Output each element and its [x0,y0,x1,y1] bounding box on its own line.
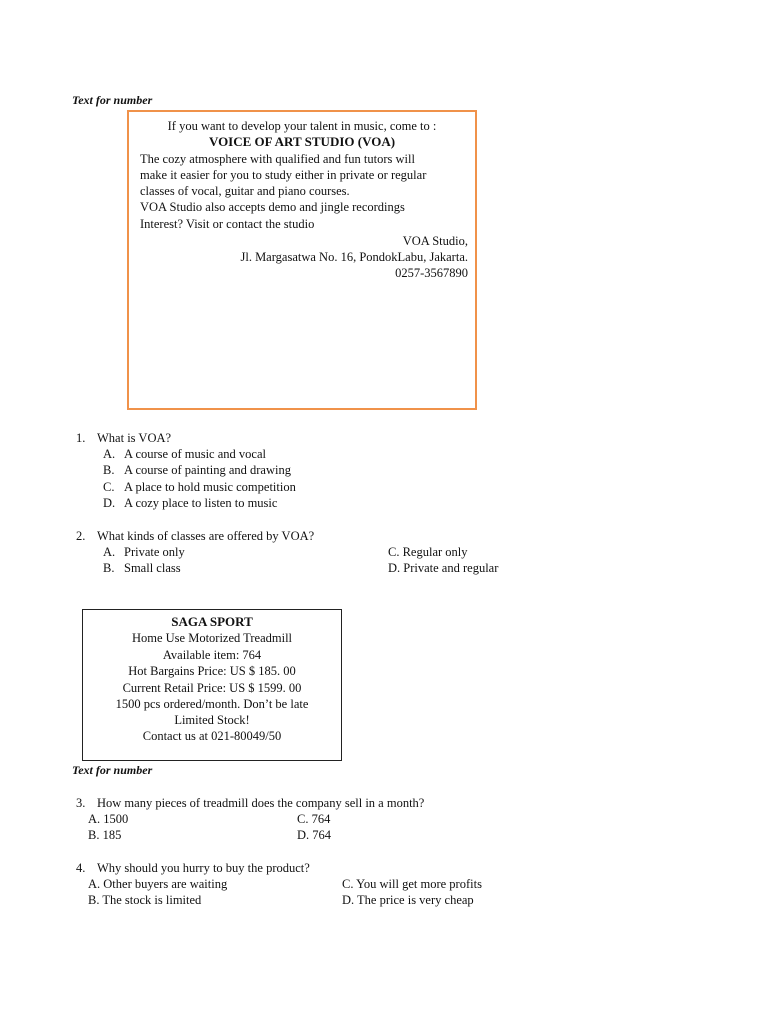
option-text: D. Private and regular [388,561,499,575]
option-text: D. The price is very cheap [342,893,474,907]
option-text: D. 764 [297,828,332,842]
question-number: 1. [76,431,86,445]
voa-body-line: make it easier for you to study either in private or regular [140,168,427,182]
question-number: 4. [76,861,86,875]
voa-body-line: Interest? Visit or contact the studio [140,217,315,231]
option-text: B. 185 [88,828,122,842]
option-letter: B. [103,561,115,575]
option-text: C. Regular only [388,545,468,559]
option-text: A course of music and vocal [124,447,266,461]
option-text: C. 764 [297,812,331,826]
saga-line: Current Retail Price: US $ 1599. 00 [122,681,302,695]
saga-line: Available item: 764 [162,648,262,662]
option-letter: A. [103,447,116,461]
option-text: A course of painting and drawing [124,463,291,477]
saga-line: Home Use Motorized Treadmill [131,631,293,645]
saga-title: SAGA SPORT [171,614,253,629]
question-text: What is VOA? [97,431,172,445]
voa-body-line: The cozy atmosphere with qualified and fun tutors will [140,152,415,166]
option-text: A. Other buyers are waiting [88,877,228,891]
option-text: B. The stock is limited [88,893,202,907]
text-label: Text for number [72,763,153,777]
option-text: A cozy place to listen to music [124,496,278,510]
option-letter: B. [103,463,115,477]
voa-advert-box [127,110,477,410]
question-text: How many pieces of treadmill does the company sell in a month? [97,796,425,810]
saga-line: 1500 pcs ordered/month. Don’t be late [115,697,309,711]
saga-contact: Contact us at 021-80049/50 [142,729,282,743]
voa-body-line: classes of vocal, guitar and piano courses. [140,184,350,198]
option-text: C. You will get more profits [342,877,482,891]
option-text: A. 1500 [88,812,129,826]
option-letter: C. [103,480,115,494]
option-letter: A. [103,545,116,559]
question-number: 3. [76,796,86,810]
voa-phone: 0257-3567890 [395,266,468,280]
question-text: Why should you hurry to buy the product? [97,861,310,875]
saga-line: Limited Stock! [174,713,250,727]
question-number: 2. [76,529,86,543]
option-text: Private only [124,545,185,559]
option-text: A place to hold music competition [124,480,296,494]
option-letter: D. [103,496,116,510]
question-text: What kinds of classes are offered by VOA? [97,529,315,543]
voa-title: VOICE OF ART STUDIO (VOA) [208,134,396,149]
voa-body-line: VOA Studio also accepts demo and jingle recordings [140,200,405,214]
saga-advert-box [82,609,342,761]
voa-address-line: VOA Studio, [402,234,468,248]
saga-line: Hot Bargains Price: US $ 185. 00 [128,664,296,678]
voa-address-line: Jl. Margasatwa No. 16, PondokLabu, Jakarta. [240,250,468,264]
voa-intro: If you want to develop your talent in music, come to : [167,119,437,133]
option-text: Small class [124,561,181,575]
text-label: Text for number [72,93,153,107]
